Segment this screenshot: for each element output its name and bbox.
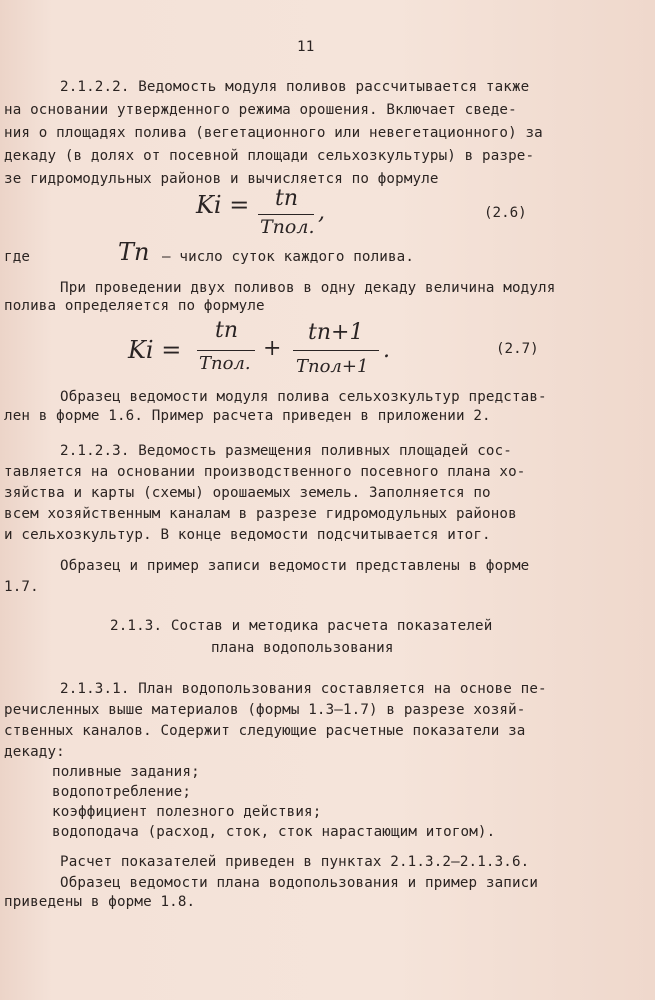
text-line: декаду (в долях от посевной площади сельхозкультуры) в разре- (4, 148, 535, 164)
list-item: водоподача (расход, сток, сток нарастающим итогом). (52, 824, 496, 840)
formula-trail: , (318, 200, 325, 225)
formula-numerator: tn (275, 186, 299, 211)
text-line: лен в форме 1.6. Пример расчета приведен в приложении 2. (4, 408, 491, 424)
formula-lhs: Ki = (196, 191, 250, 219)
text-line: 2.1.2.2. Ведомость модуля поливов рассчитывается также (60, 79, 530, 95)
text-line: Образец ведомости модуля полива сельхозкультур представ- (60, 389, 547, 405)
text-line: тавляется на основании производственного посевного плана хо- (4, 464, 526, 480)
text-line: 2.1.2.3. Ведомость размещения поливных площадей сос- (60, 443, 512, 459)
list-item: поливные задания; (52, 764, 200, 780)
where-text: – число суток каждого полива. (162, 249, 415, 265)
fraction-line (258, 214, 314, 215)
text-line: зяйства и карты (схемы) орошаемых земель. Заполняется по (4, 485, 491, 501)
formula-numerator: tn (215, 318, 239, 343)
text-line: Образец ведомости плана водопользования и пример записи (60, 875, 539, 891)
list-item: коэффициент полезного действия; (52, 804, 322, 820)
text-line: Образец и пример записи ведомости представлены в форме (60, 558, 530, 574)
text-line: речисленных выше материалов (формы 1.3–1.7) в разрезе хозяй- (4, 702, 526, 718)
text-line: При проведении двух поливов в одну декаду величина модуля (60, 280, 556, 296)
fraction-line (293, 350, 379, 351)
text-line: приведены в форме 1.8. (4, 894, 196, 910)
formula-numerator: tn+1 (308, 320, 364, 345)
formula-denominator: Tпол+1 (296, 356, 369, 377)
text-line: ния о площадях полива (вегетационного или невегетационного) за (4, 125, 543, 141)
text-line: полива определяется по формуле (4, 298, 265, 314)
formula-trail: . (383, 338, 390, 363)
page-number: 11 (297, 39, 315, 55)
text-line: ственных каналов. Содержит следующие расчетные показатели за (4, 723, 526, 739)
formula-denominator: Tпол. (199, 353, 251, 374)
formula-lhs: Ki = (128, 336, 182, 364)
text-line: декаду: (4, 744, 65, 760)
text-line: и сельхозкультур. В конце ведомости подсчитывается итог. (4, 527, 491, 543)
where-word: где (4, 249, 31, 265)
text-line: Расчет показателей приведен в пунктах 2.1.3.2–2.1.3.6. (60, 854, 530, 870)
formula-plus: + (263, 336, 282, 361)
section-heading: 2.1.3. Состав и методика расчета показателей (110, 618, 493, 634)
fraction-line (197, 350, 255, 351)
section-heading: плана водопользования (211, 640, 394, 656)
text-line: на основании утвержденного режима орошения. Включает сведе- (4, 102, 517, 118)
formula-denominator: Tпол. (260, 216, 315, 238)
equation-number: (2.7) (496, 341, 539, 357)
equation-number: (2.6) (484, 205, 527, 221)
text-line: зе гидромодульных районов и вычисляется по формуле (4, 171, 439, 187)
text-line: всем хозяйственным каналам в разрезе гидромодульных районов (4, 506, 517, 522)
where-symbol: Tn (118, 238, 150, 266)
text-line: 1.7. (4, 579, 39, 595)
list-item: водопотребление; (52, 784, 192, 800)
text-line: 2.1.3.1. План водопользования составляется на основе пе- (60, 681, 547, 697)
